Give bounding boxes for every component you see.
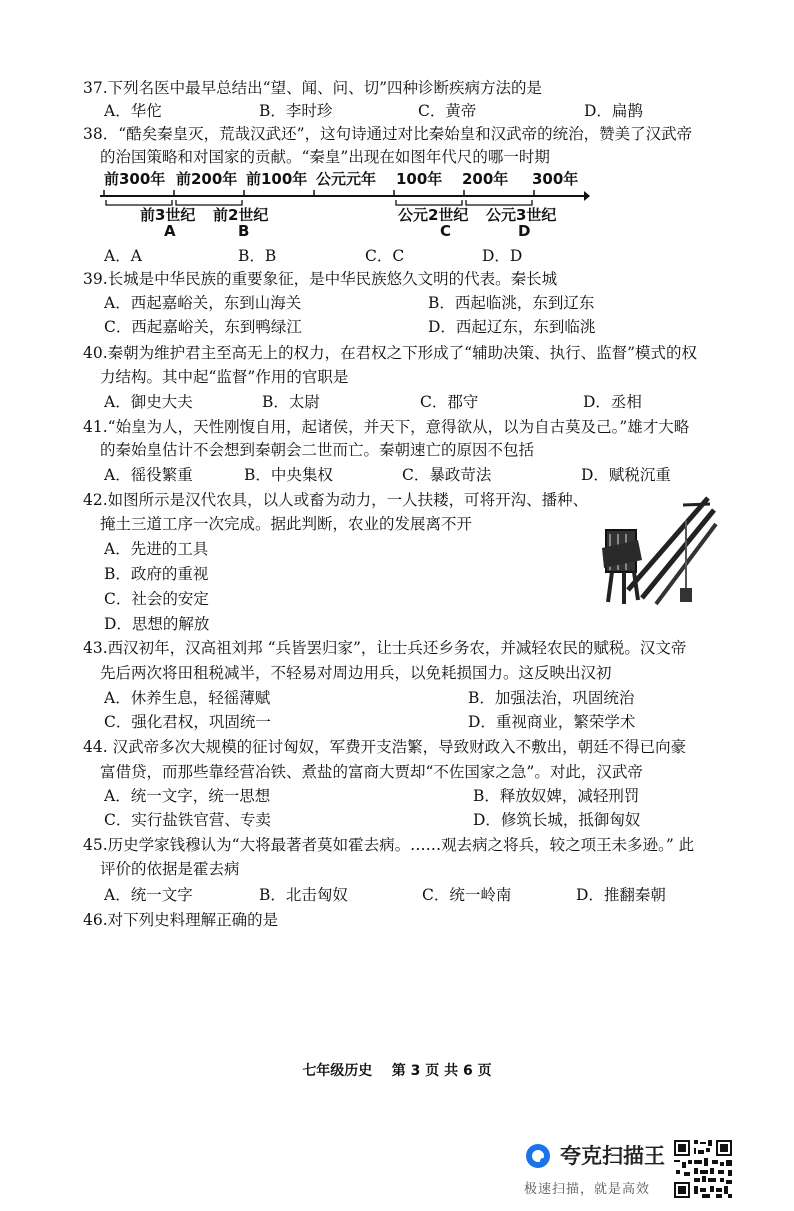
q44-option-c: C．实行盐铁官营、专卖	[104, 811, 271, 829]
q42-stem-line2: 掩土三道工序一次完成。据此判断，农业的发展离不开	[100, 515, 473, 533]
q44-option-d: D．修筑长城，抵御匈奴	[473, 811, 641, 829]
q43-option-b: B．加强法治，巩固统治	[468, 689, 635, 707]
q41-option-d: D．赋税沉重	[581, 466, 671, 484]
q40-stem-line1: 40.秦朝为维护君主至高无上的权力，在君权之下形成了“辅助决策、执行、监督”模式的权	[83, 344, 698, 362]
q46-stem: 46.对下列史料理解正确的是	[83, 911, 279, 929]
q38-option-d: D．D	[482, 247, 523, 265]
q45-option-b: B．北击匈奴	[259, 886, 348, 904]
q38-option-b: B．B	[238, 247, 277, 265]
q37-option-b: B．李时珍	[259, 102, 333, 120]
q43-stem-line2: 先后两次将田租税减半，不轻易对周边用兵，以免耗损国力。这反映出汉初	[100, 664, 612, 682]
q42-option-b: B．政府的重视	[104, 565, 209, 583]
q44-option-b: B．释放奴婢，减轻刑罚	[473, 787, 640, 805]
q37-option-c: C．黄帝	[418, 102, 477, 120]
q44-stem-line2: 富借贷，而那些靠经营冶铁、煮盐的富商大贾却“不佐国家之急”。对此，汉武帝	[100, 763, 643, 781]
q43-option-a: A．休养生息，轻徭薄赋	[104, 689, 271, 707]
q38-option-c: C．C	[365, 247, 405, 265]
q40-option-c: C．郡守	[420, 393, 479, 411]
timeline-letter: A	[164, 222, 176, 240]
q45-option-a: A．统一文字	[104, 886, 193, 904]
q38-option-a: A．A	[104, 247, 142, 265]
q41-option-a: A．徭役繁重	[104, 466, 193, 484]
q43-option-d: D．重视商业，繁荣学术	[468, 713, 636, 731]
timeline-figure	[100, 168, 590, 238]
timeline-tick: 前300年	[104, 170, 166, 188]
timeline-tick: 100年	[396, 170, 443, 188]
timeline-segment: 公元3世纪	[486, 206, 557, 224]
timeline-tick: 前100年	[246, 170, 308, 188]
q37-option-a: A．华佗	[104, 102, 162, 120]
q44-option-a: A．统一文字，统一思想	[104, 787, 271, 805]
q41-stem-line2: 的秦始皇估计不会想到秦朝会二世而亡。秦朝速亡的原因不包括	[100, 441, 535, 459]
q40-option-d: D．丞相	[583, 393, 642, 411]
q42-stem-line1: 42.如图所示是汉代农具，以人或畜为动力，一人扶耧，可将开沟、播种、	[83, 491, 589, 509]
q41-option-c: C．暴政苛法	[402, 466, 492, 484]
timeline-segment: 公元2世纪	[398, 206, 469, 224]
page-footer: 七年级历史 第 3 页 共 6 页	[302, 1063, 492, 1079]
q41-option-b: B．中央集权	[244, 466, 333, 484]
q40-option-a: A．御史大夫	[104, 393, 193, 411]
q37-option-d: D．扁鹊	[584, 102, 643, 120]
q41-stem-line1: 41.“始皇为人，天性刚愎自用，起诸侯，并天下，意得欲从，以为自古莫及己。”雄才大略	[83, 418, 690, 436]
watermark-title: 夸克扫描王	[560, 1144, 665, 1168]
q43-stem-line1: 43.西汉初年，汉高祖刘邦 “兵皆罢归家”，让士兵还乡务农，并减轻农民的赋税。汉文帝	[83, 639, 687, 657]
q43-option-c: C．强化君权，巩固统一	[104, 713, 271, 731]
timeline-tick: 公元元年	[316, 170, 377, 188]
q39-option-c: C．西起嘉峪关，东到鸭绿江	[104, 318, 302, 336]
q42-option-d: D．思想的解放	[104, 615, 210, 633]
timeline-letter: D	[518, 222, 531, 240]
q42-option-c: C．社会的安定	[104, 590, 209, 608]
timeline-tick: 200年	[462, 170, 509, 188]
q39-option-d: D．西起辽东，东到临洮	[428, 318, 596, 336]
q38-stem-line2: 的治国策略和对国家的贡献。“秦皇”出现在如图年代尺的哪一时期	[100, 148, 550, 166]
q37-stem: 37.下列名医中最早总结出“望、闻、问、切”四种诊断疾病方法的是	[83, 79, 543, 97]
q38-stem-line1: 38．“酷矣秦皇灭，荒哉汉武还”，这句诗通过对比秦始皇和汉武帝的统治，赞美了汉武帝	[83, 125, 693, 143]
watermark-subtitle: 极速扫描，就是高效	[524, 1182, 651, 1197]
timeline-segment: 前3世纪	[140, 206, 196, 224]
timeline-segment: 前2世纪	[213, 206, 269, 224]
quark-scanner-watermark	[522, 1140, 665, 1200]
q39-option-a: A．西起嘉峪关，东到山海关	[104, 294, 302, 312]
q40-stem-line2: 力结构。其中起“监督”作用的官职是	[100, 368, 349, 386]
q44-stem-line1: 44. 汉武帝多次大规模的征讨匈奴，军费开支浩繁，导致财政入不敷出，朝廷不得已向豪	[83, 738, 687, 756]
q45-stem-line2: 评价的依据是霍去病	[100, 860, 240, 878]
timeline-tick: 前200年	[176, 170, 238, 188]
han-seed-drill-image	[598, 490, 718, 608]
q40-option-b: B．太尉	[262, 393, 320, 411]
quark-logo-icon	[524, 1142, 552, 1170]
q39-stem: 39.长城是中华民族的重要象征，是中华民族悠久文明的代表。秦长城	[83, 270, 558, 288]
q42-option-a: A．先进的工具	[104, 540, 209, 558]
q39-option-b: B．西起临洮，东到辽东	[428, 294, 595, 312]
timeline-letter: B	[238, 222, 250, 240]
q45-stem-line1: 45.历史学家钱穆认为“大将最著者莫如霍去病。……观去病之将兵，较之项王未多逊。” 此	[83, 836, 695, 854]
timeline-tick: 300年	[532, 170, 579, 188]
q45-option-d: D．推翻秦朝	[576, 886, 666, 904]
timeline-letter: C	[440, 222, 452, 240]
q45-option-c: C．统一岭南	[422, 886, 512, 904]
qr-code-icon	[672, 1138, 734, 1200]
